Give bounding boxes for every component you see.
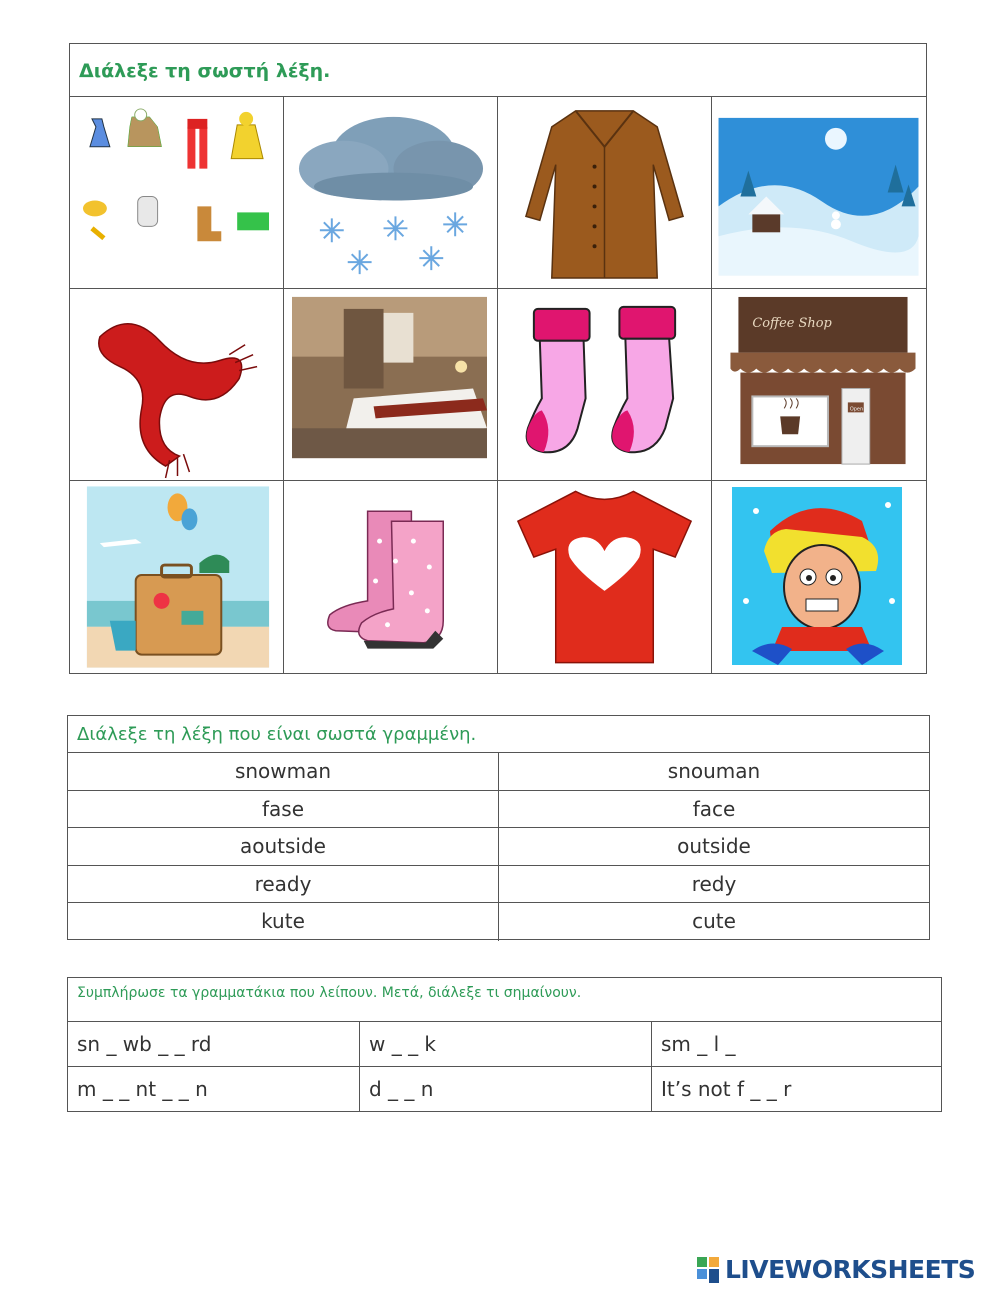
picture-cell-winter-landscape[interactable] — [712, 97, 926, 289]
heart-tshirt-icon — [498, 481, 711, 673]
spelling-row — [68, 753, 929, 791]
scarf-icon — [70, 289, 283, 480]
spelling-option[interactable]: aoutside — [68, 828, 499, 865]
clothes-collection-icon — [70, 97, 283, 288]
missing-letters-word[interactable]: w _ _ k — [360, 1022, 652, 1066]
missing-letters-row — [68, 1022, 941, 1067]
winter-landscape-icon — [712, 97, 926, 288]
spelling-option[interactable]: fase — [68, 791, 499, 828]
spelling-row — [68, 903, 929, 941]
picture-grid — [70, 97, 926, 673]
missing-letters-row — [68, 1067, 941, 1112]
logo-text: LIVEWORKSHEETS — [725, 1255, 976, 1284]
coffee-door-sign: Open — [849, 406, 864, 413]
holiday-suitcase-icon — [70, 481, 283, 673]
snow-cloud-icon — [284, 97, 497, 288]
coat-icon — [498, 97, 711, 288]
missing-letters-word[interactable]: d _ _ n — [360, 1067, 652, 1112]
picture-cell-clothes[interactable] — [70, 97, 284, 289]
picture-cell-scarf[interactable] — [70, 289, 284, 481]
spelling-option[interactable]: ready — [68, 866, 499, 903]
socks-icon — [498, 289, 711, 480]
spelling-row — [68, 791, 929, 829]
rain-boots-icon — [284, 481, 497, 673]
missing-letters-word[interactable]: sm _ l _ — [661, 1032, 736, 1056]
picture-cell-freezing-boy[interactable] — [712, 481, 926, 673]
coffee-shop-icon — [712, 289, 926, 480]
picture-cell-holiday[interactable] — [70, 481, 284, 673]
spelling-option[interactable]: outside — [677, 834, 751, 858]
section-2-title: Διάλεξε τη λέξη που είναι σωστά γραμμένη. — [68, 716, 929, 753]
liveworksheets-logo-icon — [697, 1257, 721, 1285]
spelling-option[interactable]: face — [692, 796, 736, 821]
picture-cell-hotel-room[interactable] — [284, 289, 498, 481]
hotel-room-icon — [284, 289, 497, 480]
freezing-boy-icon — [712, 481, 926, 673]
spelling-row — [68, 866, 929, 904]
picture-cell-coffee-shop[interactable] — [712, 289, 926, 481]
missing-letters-section — [67, 977, 942, 1112]
coffee-shop-sign: Coffee Shop — [752, 315, 832, 331]
picture-cell-snow-cloud[interactable] — [284, 97, 498, 289]
picture-cell-rain-boots[interactable] — [284, 481, 498, 673]
missing-letters-word[interactable]: m _ _ nt _ _ n — [68, 1067, 360, 1112]
spelling-option[interactable]: snouman — [667, 759, 761, 783]
spelling-option[interactable]: redy — [691, 871, 737, 896]
missing-letters-word[interactable]: sn _ wb _ _ rd — [68, 1022, 360, 1066]
section-3-title: Συμπλήρωσε τα γραμματάκια που λείπουν. Μετά, διάλεξε τι σημαίνουν. — [68, 978, 941, 1022]
picture-cell-coat[interactable] — [498, 97, 712, 289]
liveworksheets-logo — [697, 1255, 997, 1287]
spelling-choice-section — [67, 715, 930, 940]
picture-choice-section — [69, 43, 927, 674]
spelling-option[interactable]: kute — [68, 903, 499, 941]
spelling-option[interactable]: cute — [692, 909, 736, 933]
spelling-row — [68, 828, 929, 866]
spelling-option[interactable]: snowman — [68, 753, 499, 790]
section-1-title: Διάλεξε τη σωστή λέξη. — [70, 44, 926, 97]
picture-cell-tshirt[interactable] — [498, 481, 712, 673]
picture-cell-socks[interactable] — [498, 289, 712, 481]
missing-letters-word[interactable]: It’s not f _ _ r — [661, 1076, 792, 1101]
